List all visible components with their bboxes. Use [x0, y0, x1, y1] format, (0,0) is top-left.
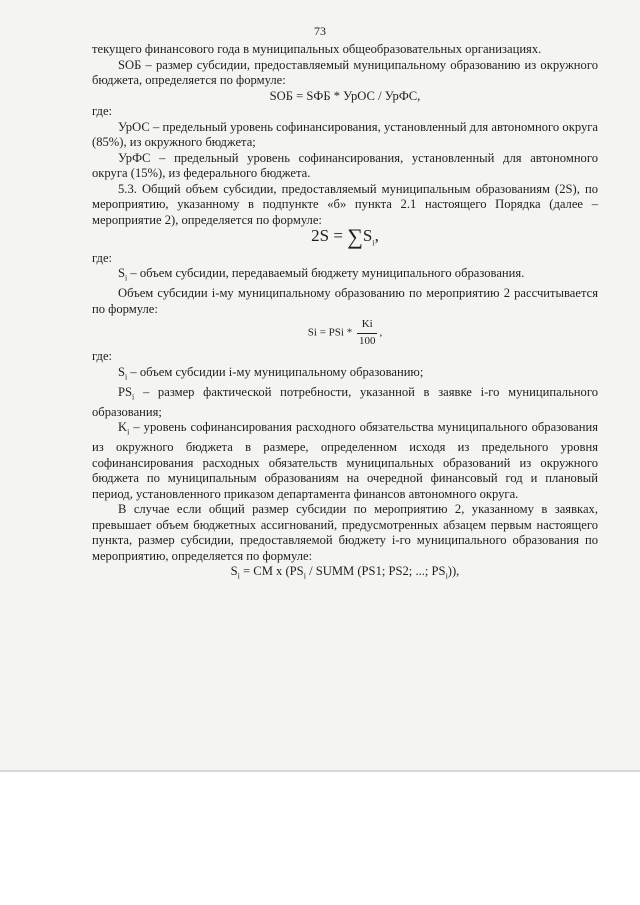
text-rest: – объем субсидии i-му муниципальному образованию;: [127, 364, 424, 379]
var-s: S: [230, 564, 238, 579]
var-sub: i: [125, 372, 128, 382]
formula-2s: [92, 224, 598, 251]
paragraph-5-3: 5.3. Общий объем субсидии, предоставляемый муниципальным образованиям (2S), по мероприятию, указанному в подпункте «б» пункта 2.1 настоящего Порядка (далее – мероприятие 2), определяется по формуле:: [92, 181, 598, 227]
formula-2s-end: ,: [374, 226, 379, 245]
formula-part: / SUMM (PS1; PS2; ...; PS: [305, 564, 446, 579]
formula-si: [92, 317, 598, 349]
paragraph-si-definition: [92, 266, 598, 286]
var-s: S: [118, 364, 126, 379]
text-rest: – объем субсидии, передаваемый бюджету муниципального образования.: [127, 266, 525, 281]
page-number: 73: [314, 24, 326, 38]
text-rest: – размер фактической потребности, указанной в заявке i-го муниципального образования;: [92, 384, 598, 419]
fraction: [357, 317, 378, 349]
formula-end: )),: [447, 564, 460, 579]
var-s: S: [118, 266, 126, 281]
formula-si-proportional: [92, 564, 598, 584]
formula-2s-sub: i: [372, 238, 375, 248]
var-sub: i: [445, 571, 448, 581]
paragraph-ki-item: [92, 420, 598, 502]
sum-symbol: ∑: [347, 224, 363, 249]
formula-2s-left: 2S =: [311, 226, 348, 245]
paragraph-psi-item: [92, 385, 598, 421]
formula-si-end: ,: [379, 326, 383, 339]
document-body: [92, 42, 598, 584]
var-sub: i: [132, 392, 135, 402]
paragraph-si-item: [92, 365, 598, 385]
text-rest: – уровень софинансирования расходного обязательства муниципального образования из окружного бюджета в размере, определенном исходя из предельного уровня софинансирования расходных обязательств муниципальных образований из окружного бюджета по муниципальным образованиям на очередной финансовый год и плановый период, установленного приказом департамента финансов автономного округа.: [92, 420, 598, 501]
fraction-numerator: Ki: [357, 317, 378, 334]
var-ps: PS: [118, 384, 133, 399]
paragraph-urfs: УрФС – предельный уровень софинансирования, установленный для автономного округа (15%), из федерального бюджета.: [92, 150, 598, 180]
paragraph-excess-case: В случае если общий размер субсидии по мероприятию 2, указанному в заявках, превышает объем бюджетных ассигнований, предусмотренных абзацем первым настоящего пункта, размер субсидии, предоставляемой бюджету i-го муниципального образования по мероприятию, определяется по формуле:: [92, 502, 598, 563]
where-label: где:: [92, 349, 113, 364]
fraction-denominator: 100: [358, 334, 376, 347]
var-sub: i: [237, 571, 240, 581]
var-sub: i: [303, 571, 306, 581]
paragraph-continuation: текущего финансового года в муниципальных общеобразовательных организациях.: [92, 42, 542, 56]
var-sub: i: [127, 427, 130, 437]
paragraph-uros: УрОС – предельный уровень софинансирования, установленный для автономного округа (85%), из окружного бюджета;: [92, 119, 598, 149]
paragraph-si-formula-intro: Объем субсидии i-му муниципальному образованию по мероприятию 2 рассчитывается по формуле:: [92, 286, 598, 316]
formula-part: = CM x (PS: [239, 564, 304, 579]
formula-2s-s: S: [362, 226, 373, 245]
formula-si-left: Si = PSi *: [307, 326, 355, 339]
var-sub: i: [125, 273, 128, 283]
where-label: где:: [92, 250, 113, 265]
paragraph-sob-definition: SОБ – размер субсидии, предоставляемый муниципальному образованию из окружного бюджета, определяется по формуле:: [92, 57, 598, 87]
where-label: где:: [92, 104, 113, 118]
var-k: K: [118, 420, 128, 435]
formula-sob: SОБ = SФБ * УрОС / УрФС,: [269, 88, 421, 103]
